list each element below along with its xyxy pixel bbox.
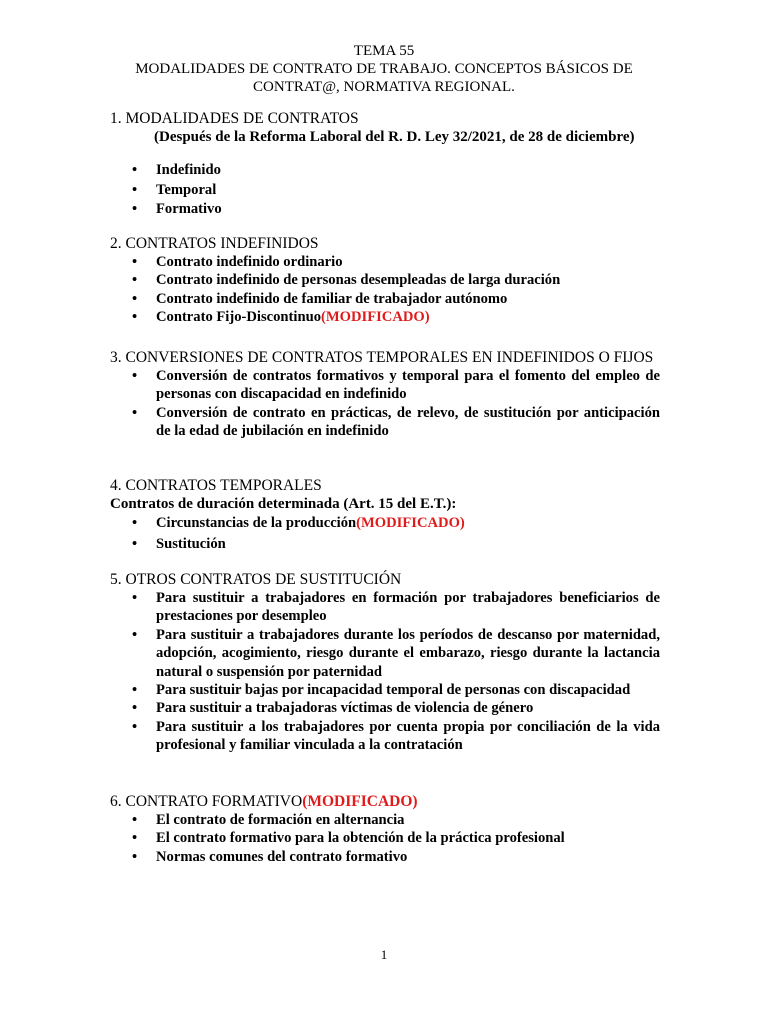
bullet: • <box>132 201 138 217</box>
section-3-list <box>110 367 660 441</box>
list-item: • El contrato formativo para la obtención de la práctica profesional <box>132 830 565 847</box>
bullet: • <box>132 700 138 717</box>
list-item: • Para sustituir a trabajadoras víctimas de violencia de género <box>132 700 534 717</box>
modified-tag: (MODIFICADO) <box>321 309 430 326</box>
section-4-list <box>110 514 660 554</box>
section-1-subtitle: (Después de la Reforma Laboral del R. D. Ley 32/2021, de 28 de diciembre) <box>154 129 635 145</box>
list-item: • Sustitución <box>132 536 226 553</box>
section-6 <box>110 792 660 866</box>
bullet: • <box>132 682 138 699</box>
page-number: 1 <box>380 947 388 962</box>
modified-tag: (MODIFICADO) <box>356 515 465 531</box>
bullet: • <box>132 368 138 384</box>
section-4-title: 4. CONTRATOS TEMPORALES <box>110 477 322 494</box>
section-6-title: 6. CONTRATO FORMATIVO(MODIFICADO) <box>110 793 418 810</box>
bullet: • <box>132 626 138 643</box>
bullet: • <box>132 181 138 198</box>
section-3-title: 3. CONVERSIONES DE CONTRATOS TEMPORALES EN INDEFINIDOS O FIJOS <box>110 349 654 366</box>
bullet: • <box>132 718 138 735</box>
modified-tag: (MODIFICADO) <box>302 793 418 810</box>
bullet: • <box>132 254 138 270</box>
bullet: • <box>132 309 138 326</box>
section-4 <box>110 476 660 554</box>
section-2-list <box>110 253 660 327</box>
tema-heading: TEMA 55 <box>353 43 415 59</box>
bullet: • <box>132 272 138 289</box>
section-5-title: 5. OTROS CONTRATOS DE SUSTITUCIÓN <box>110 571 402 588</box>
section-1-title: 1. MODALIDADES DE CONTRATOS <box>110 110 359 127</box>
list-item: • El contrato de formación en alternancia <box>132 812 405 828</box>
bullet: • <box>132 848 138 865</box>
bullet: • <box>132 515 138 531</box>
list-item: • Formativo <box>110 200 660 220</box>
list-item: • Temporal <box>110 181 660 201</box>
bullet: • <box>132 830 138 847</box>
section-2 <box>110 234 660 327</box>
section-5 <box>110 570 660 755</box>
list-item: • Para sustituir bajas por incapacidad temporal de personas con discapacidad <box>132 682 631 699</box>
list-item: • Para sustituir a trabajadores en formación por trabajadores beneficiarios de prestaciones por desempleo <box>132 590 660 625</box>
section-6-list <box>110 811 660 866</box>
section-1-list <box>110 161 660 220</box>
document-title-line-2: CONTRAT@, NORMATIVA REGIONAL. <box>253 79 515 95</box>
section-1 <box>110 109 660 220</box>
bullet: • <box>132 290 138 307</box>
list-item: • Para sustituir a trabajadores durante los períodos de descanso por maternidad, adopción, acogimiento, riesgo durante el embarazo, riesgo durante la lactancia natural o suspensión por paternidad <box>132 626 660 680</box>
list-item: • Contrato indefinido de familiar de trabajador autónomo <box>132 290 508 307</box>
list-item: • Contrato Fijo-Discontinuo(MODIFICADO) <box>132 309 430 326</box>
section-5-list <box>110 589 660 755</box>
list-item: • Contrato indefinido ordinario <box>132 254 343 270</box>
section-2-title: 2. CONTRATOS INDEFINIDOS <box>110 235 319 252</box>
list-item: • Conversión de contratos formativos y temporal para el fomento del empleo de personas con discapacidad en indefinido <box>132 368 660 403</box>
bullet: • <box>132 812 138 828</box>
section-4-subtitle: Contratos de duración determinada (Art. 15 del E.T.): <box>110 496 457 512</box>
document-title-line-1: MODALIDADES DE CONTRATO DE TRABAJO. CONCEPTOS BÁSICOS DE <box>135 61 633 77</box>
list-item: • Normas comunes del contrato formativo <box>132 848 408 865</box>
list-item: • Conversión de contrato en prácticas, de relevo, de sustitución por anticipación de la edad de jubilación en indefinido <box>132 404 660 440</box>
section-3 <box>110 348 660 441</box>
list-item: • Contrato indefinido de personas desempleadas de larga duración <box>132 272 561 289</box>
bullet: • <box>132 162 138 178</box>
bullet: • <box>132 404 138 421</box>
bullet: • <box>132 536 138 553</box>
bullet: • <box>132 590 138 606</box>
list-item: • Para sustituir a los trabajadores por cuenta propia por conciliación de la vida profesional y familiar vinculada a la contratación <box>132 718 660 754</box>
list-item: • Circunstancias de la producción(MODIFICADO) <box>132 515 465 531</box>
list-item: • Indefinido <box>110 161 660 181</box>
